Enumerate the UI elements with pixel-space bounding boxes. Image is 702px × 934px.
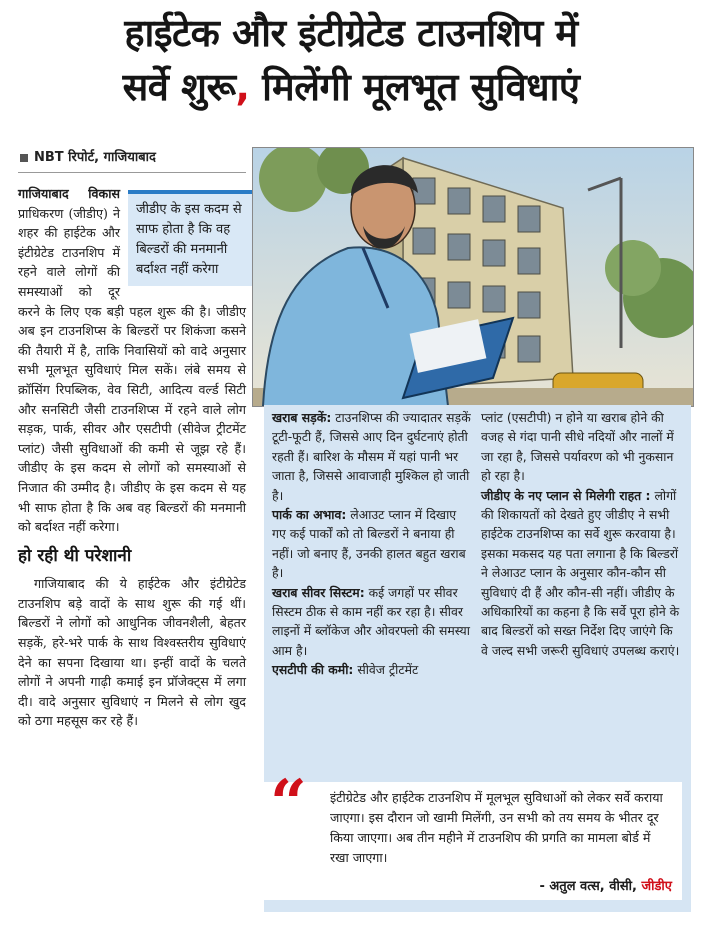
paragraph-2: गाजियाबाद की ये हाईटेक और इंटीग्रेटेड टाउनशिप बड़े वादों के साथ शुरू की गई थीं। बिल्डरों ने लोगों को आधुनिक जीवनशैली, बेहतर सड़कें, हरे-भरे पार्क के साथ विश्वस्तरीय सुविधाएं देने का सपना दिखाया था। इन्हीं वादों के चलते लोगों ने अपनी गाढ़ी कमाई इन प्रॉजेक्ट्स में लगा दी। वादे अनुसार सुविधाएं न मिलने से लोग खुद को ठगा महसूस कर रहे हैं। (18, 576, 246, 729)
headline-line-1: हाईटेक और इंटीग्रेटेड टाउनशिप में (124, 11, 578, 55)
quote-text: इंटीग्रेटेड और हाईटेक टाउनशिप में मूलभूल सुविधाओं को लेकर सर्वे कराया जाएगा। इस दौरान जो खामी मिलेंगी, उन सभी को तय समय के भीतर दूर किया जाएगा। अब तीन महीने में टाउनशिप की प्रगति का मामला बोर्ड में रखा जाएगा। (330, 790, 663, 865)
pullquote: जीडीए के इस कदम से साफ होता है कि वह बिल्डरों की मनमानी बर्दाश्त नहीं करेगा (128, 190, 252, 286)
info-box-column-1 (272, 408, 472, 680)
lead-strong: गाजियाबाद विकास (18, 186, 120, 201)
plan-point: जीडीए के नए प्लान से मिलेगी राहत : लोगों की शिकायतों को देखते हुए जीडीए ने सभी हाईटेक टाउनशिप्स का सर्वे शुरू करवाया है। इसका मकसद यह पता लगाना है कि बिल्डरों ने लेआउट प्लान के अनुसार कौन-कौन सी सुविधाएं दी हैं और कौन-सी नहीं। जीडीए के अधिकारियों का कहना है कि सर्वे पूरा होने के बाद बिल्डरों को सख्त निर्देश दिए जाएंगे कि वे जल्द सभी जरूरी सुविधाएं उपलब्ध कराएं। (481, 487, 680, 658)
subhead: हो रही थी परेशानी (18, 545, 132, 566)
article-left-column (18, 184, 246, 731)
headline (6, 6, 696, 114)
illustration (252, 147, 694, 407)
quote-signature: - अतुल वत्स, वीसी, जीडीए (539, 879, 672, 894)
headline-comma: , (235, 65, 250, 109)
column-rule (18, 172, 246, 173)
roads-point: खराब सड़कें: टाउनशिप्स की ज्यादातर सड़कें टूटी-फूटी हैं, जिससे आए दिन दुर्घटनाएं होती रहती हैं। बारिश के मौसम में यहां पानी भर जाता है, जिससे आवाजाही मुश्किल हो जाती है। (272, 410, 471, 503)
quote-signature-org: जीडीए (641, 879, 672, 894)
stp-point: एसटीपी की कमी: सीवेज ट्रीटमेंट (272, 662, 419, 678)
info-box-column-2 (481, 408, 681, 660)
headline-line-2: सर्वे शुरू, मिलेंगी मूलभूत सुविधाएं (122, 65, 580, 109)
illustration-svg (253, 148, 693, 406)
parks-point: पार्क का अभाव: लेआउट प्लान में दिखाए गए कई पार्कों को तो बिल्डरों ने बनाया ही नहीं। जो बनाए हैं, उनकी हालत बहुत खराब है। (272, 507, 466, 581)
sewer-point: खराब सीवर सिस्टम: कई जगहों पर सीवर सिस्टम ठीक से काम नहीं कर रहा है। सीवर लाइनों में ब्लॉकेज और ओवरफ्लो की समस्या आम है। (272, 584, 470, 658)
byline: NBT रिपोर्ट, गाजियाबाद (20, 147, 245, 165)
byline-square-icon (20, 154, 28, 162)
lead-paragraph: गाजियाबाद विकास प्राधिकरण (जीडीए) ने शहर की हाईटेक और इंटीग्रेटेड टाउनशिप में रहने वाले लोगों की समस्याओं को दूर करने के लिए एक बड़ी पहल शुरू की है। जीडीए अब इन टाउनशिप्स के बिल्डरों पर शिकंजा कसने की तैयारी में है, ताकि निवासियों को वादे अनुसार सभी मूलभूत सुविधाएं मिल सकें। लंबे समय से क्रॉसिंग रिपब्लिक, वेव सिटी, आदित्य वर्ल्ड सिटी और सनसिटी जैसी टाउनशिप्स में रहने वाले लोग सड़क, पार्क, सीवर और एसटीपी (सीवेज ट्रीटमेंट प्लांट) जैसी सुविधाओं की कमी से जूझ रहे हैं। जीडीए के इस कदम से लोगों को समस्याओं से निजात की उम्मीद है। जीडीए के इस कदम से यह भी साफ होता है कि अब वह बिल्डरों की मनमानी को बर्दाश्त नहीं करेगा। (18, 186, 246, 535)
quote-mark-icon: “ (270, 766, 307, 841)
stp-continued: प्लांट (एसटीपी) न होने या खराब होने की वजह से गंदा पानी सीधे नदियों और नालों में जा रहा है, जिससे पर्यावरण को भी नुकसान हो रहा है। (481, 410, 674, 484)
